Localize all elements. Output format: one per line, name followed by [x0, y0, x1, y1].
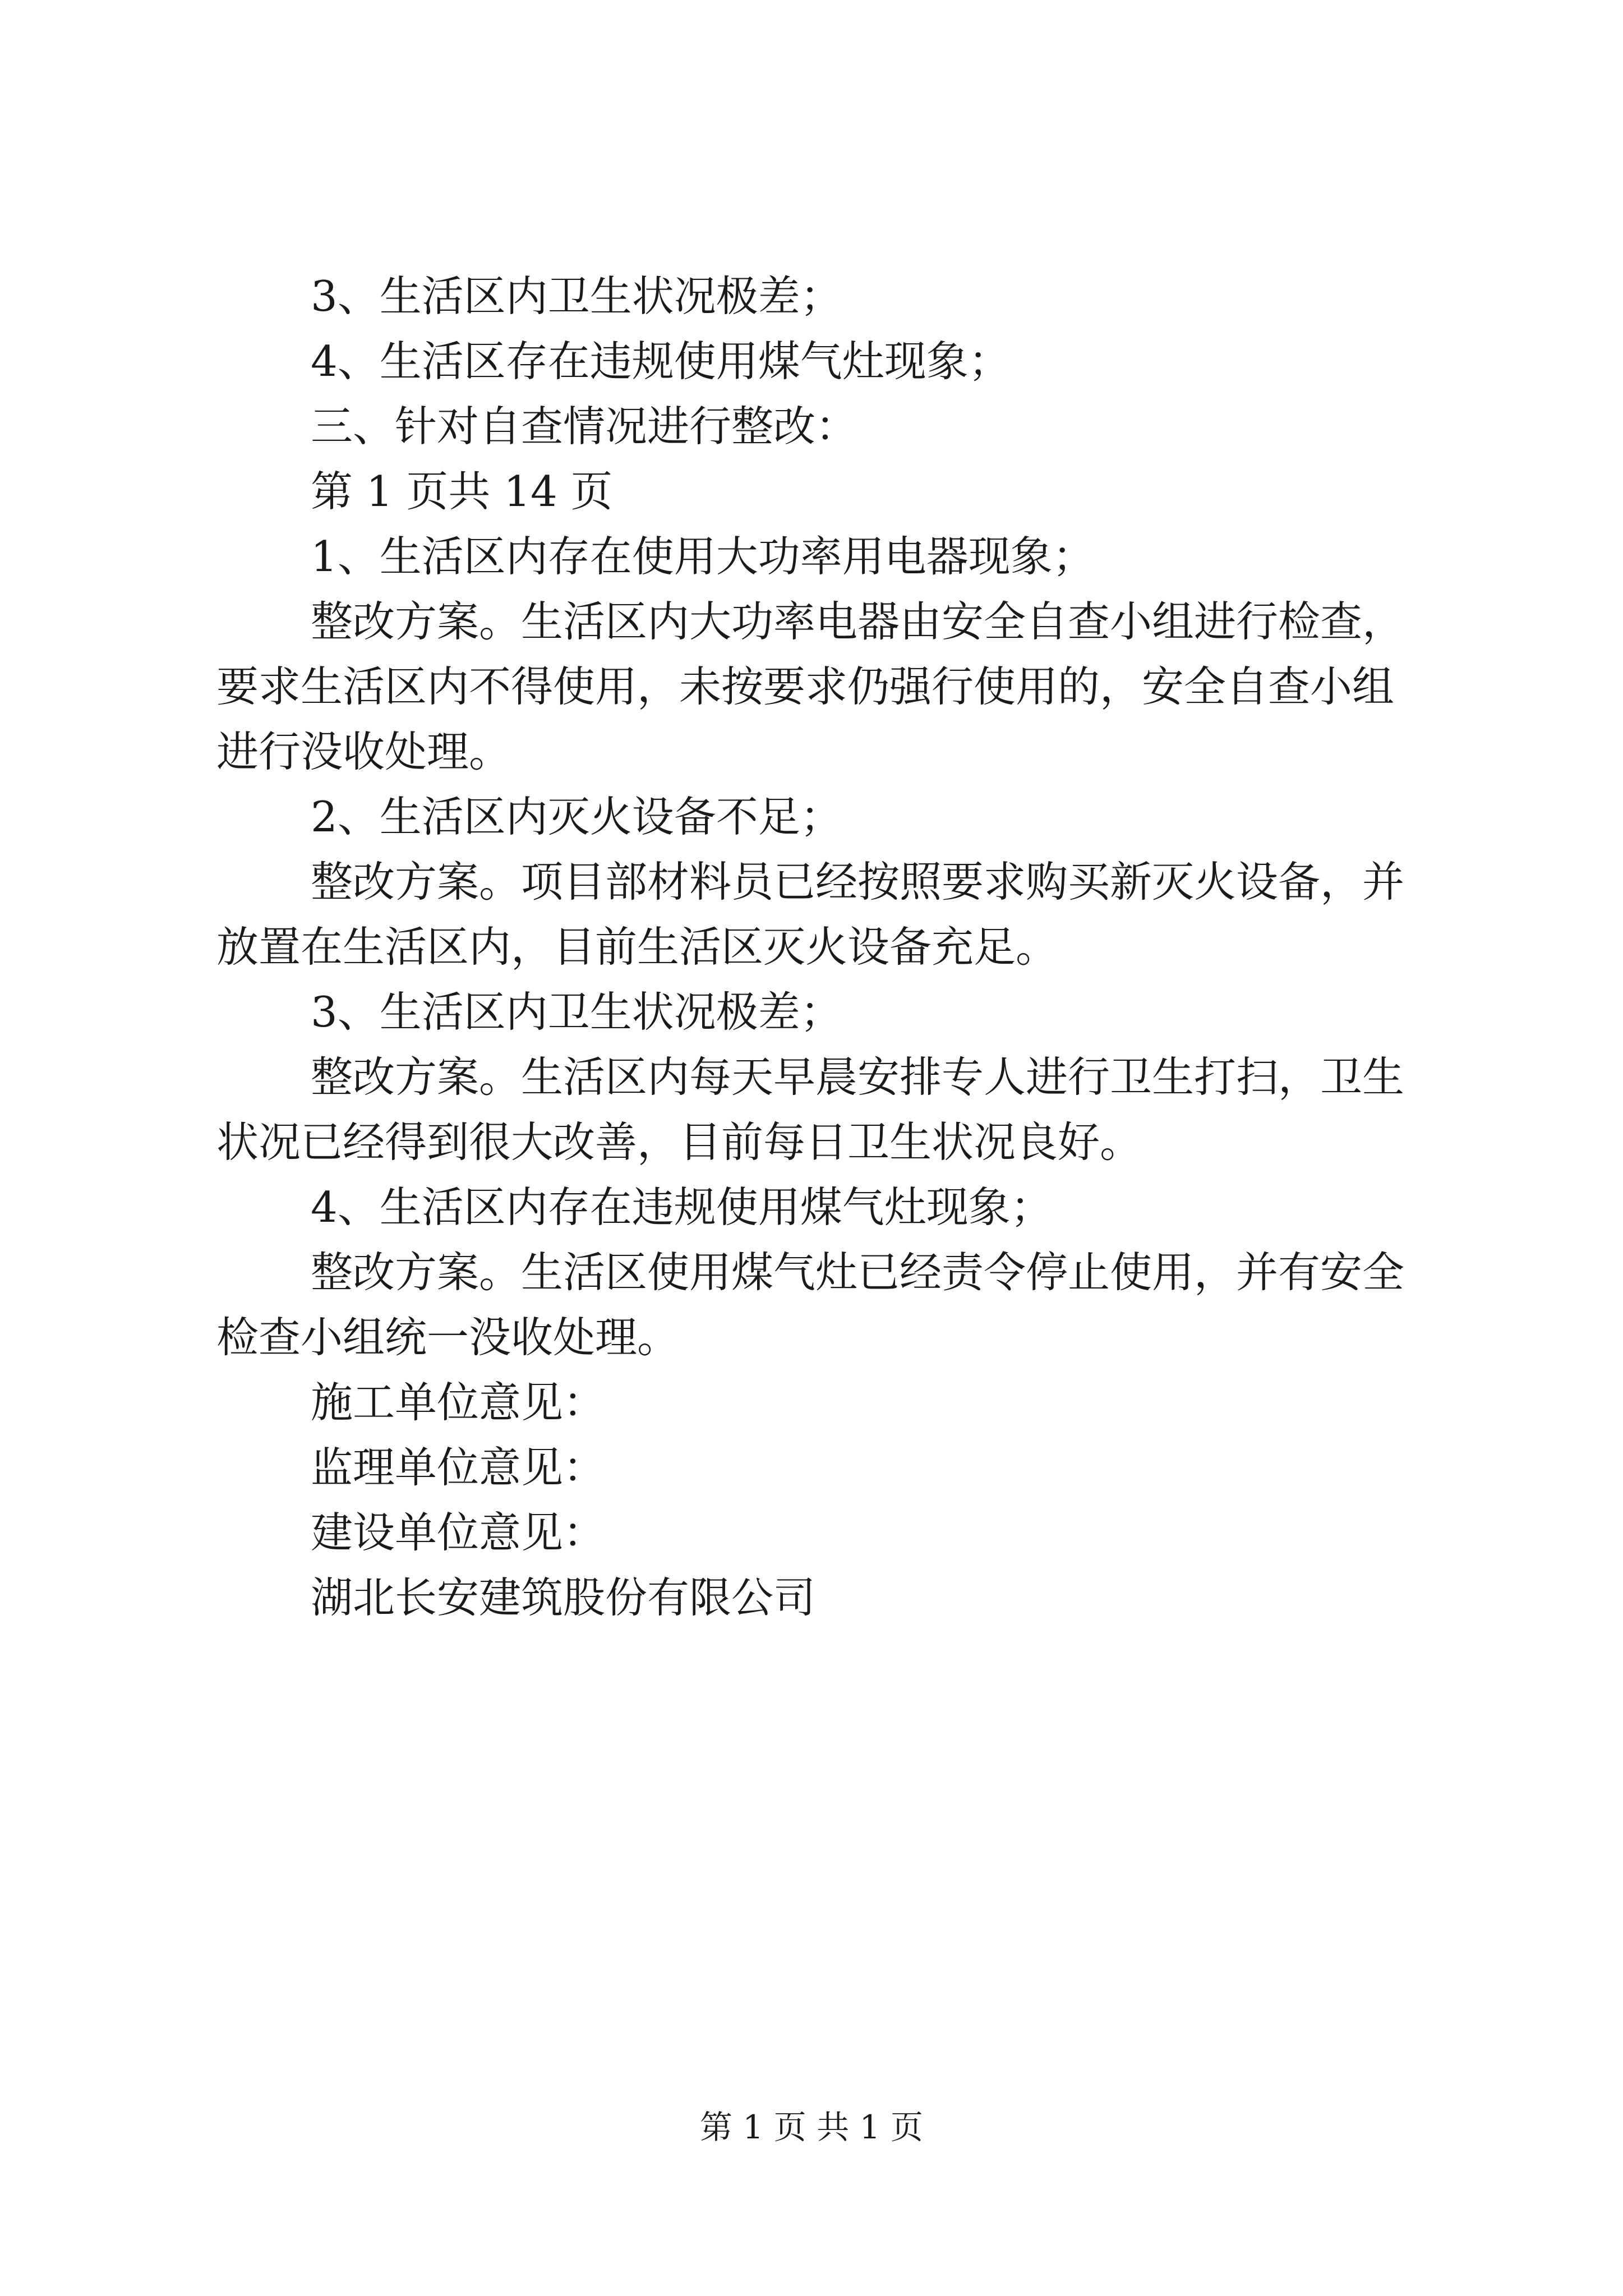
issue-4-heading: 4、生活区内存在违规使用煤气灶现象； — [311, 1182, 1053, 1232]
section-heading-rectification: 三、针对自查情况进行整改： — [311, 402, 858, 451]
paragraph-item-3: 3、生活区内卫生状况极差； — [311, 272, 842, 321]
page-footer: 第 1 页 共 1 页 — [700, 2108, 923, 2146]
owner-unit-opinion: 建设单位意见： — [311, 1508, 606, 1557]
issue-1-plan: 整改方案。生活区内大功率电器由安全自查小组进行检查，要求生活区内不得使用，未按要求仍强行使用的，安全自查小组进行没收处理。 — [216, 597, 1405, 776]
paragraph-item-4: 4、生活区存在违规使用煤气灶现象； — [311, 337, 1011, 386]
issue-4-plan: 整改方案。生活区使用煤气灶已经责令停止使用，并有安全检查小组统一没收处理。 — [216, 1248, 1405, 1362]
construction-unit-opinion: 施工单位意见： — [311, 1378, 606, 1427]
issue-2-plan: 整改方案。项目部材料员已经按照要求购买新灭火设备，并放置在生活区内，目前生活区灭火设备充足。 — [216, 857, 1405, 972]
document-body — [216, 264, 1429, 1630]
supervision-unit-opinion: 监理单位意见： — [311, 1443, 606, 1492]
issue-1-heading: 1、生活区内存在使用大功率用电器现象； — [311, 532, 1095, 581]
company-name: 湖北长安建筑股份有限公司 — [311, 1573, 816, 1622]
issue-3-heading: 3、生活区内卫生状况极差； — [311, 987, 842, 1037]
issue-3-plan: 整改方案。生活区内每天早晨安排专人进行卫生打扫，卫生状况已经得到很大改善，目前每日卫生状况良好。 — [216, 1052, 1405, 1167]
issue-2-heading: 2、生活区内灭火设备不足； — [311, 792, 842, 841]
inline-page-number: 第 1 页共 14 页 — [311, 467, 613, 516]
